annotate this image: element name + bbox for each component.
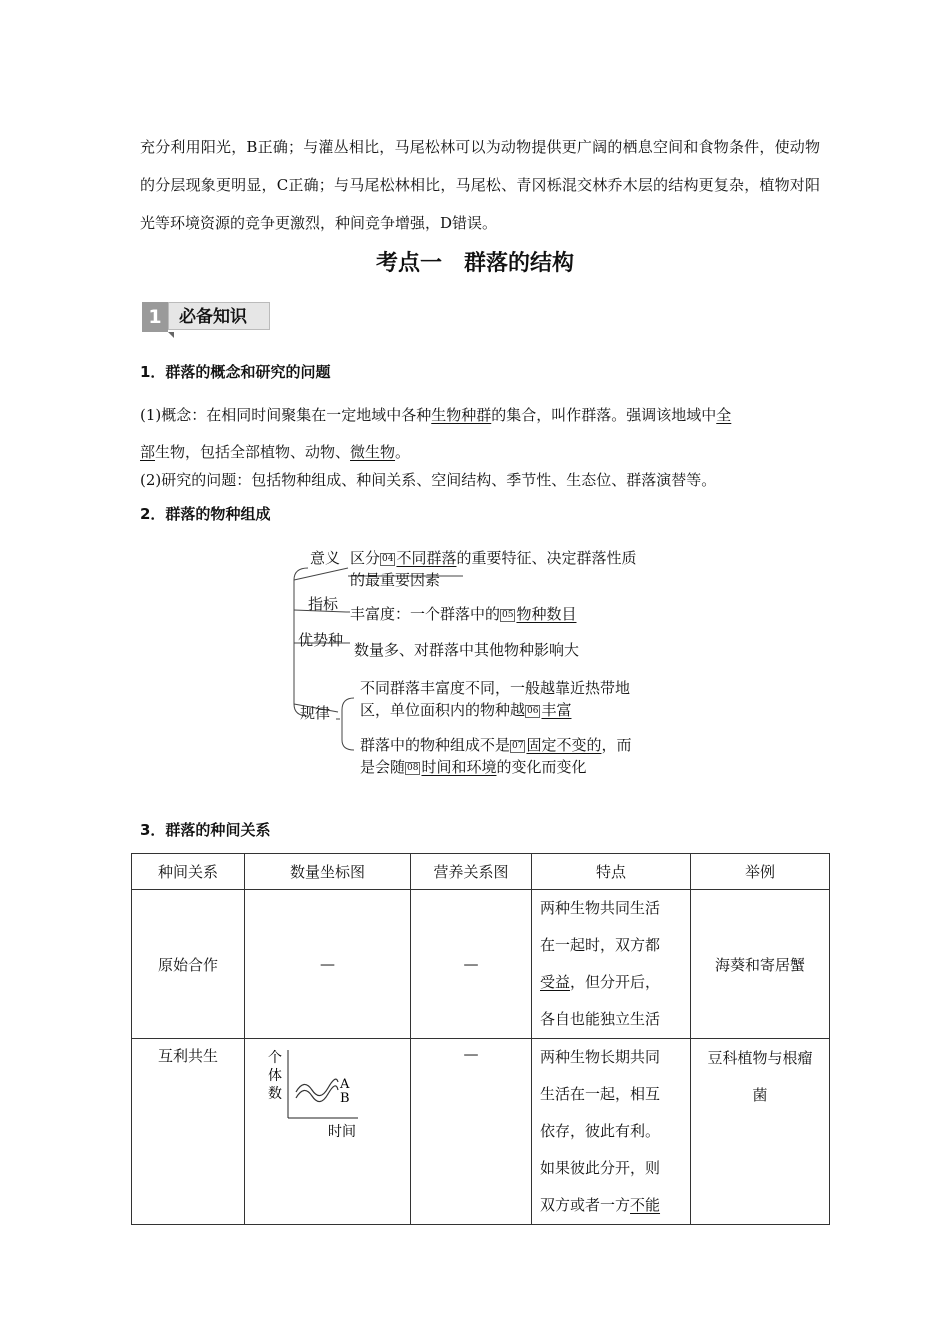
- relation-name: 互利共生: [132, 1039, 245, 1225]
- relation-name: 原始合作: [132, 890, 245, 1039]
- label-yiyi: 意义: [310, 549, 341, 567]
- table-row: [132, 890, 830, 1039]
- feature-cell: 两种生物长期共同 生活在一起，相互 依存，彼此有利。 如果彼此分开，则 双方或者一方不能: [532, 1039, 691, 1225]
- guilv-text-2: 区，单位面积内的物种越 06 丰富: [360, 701, 572, 719]
- graph-y-label-2: 体: [267, 1068, 282, 1084]
- nutrition-cell: —: [411, 890, 532, 1039]
- guilv-text-4: 是会随 08 时间和环境的变化而变化: [360, 758, 587, 776]
- interspecies-table: [131, 853, 830, 1225]
- table-header-row: [132, 854, 830, 890]
- header-cell: 营养关系图: [411, 854, 532, 890]
- badge-shadow: [168, 332, 174, 338]
- curve-a-label: A: [339, 1077, 349, 1092]
- header-cell: 种间关系: [132, 854, 245, 890]
- curve-b-label: B: [339, 1091, 350, 1106]
- label-zhibiao: 指标: [308, 595, 339, 613]
- graph-cell: [245, 1039, 411, 1225]
- header-cell: 特点: [532, 854, 691, 890]
- section-title: 考点一 群落的结构: [375, 251, 574, 276]
- label-guilv: 规律: [300, 704, 331, 722]
- badge-number: 1: [142, 302, 168, 332]
- guilv-text-3: 群落中的物种组成不是 07 固定不变的，而: [360, 736, 632, 754]
- curve-a: [296, 1079, 338, 1095]
- heading-3: 3．群落的种间关系: [140, 821, 271, 839]
- graph-y-label-3: 数: [267, 1086, 282, 1102]
- heading-2: 2．群落的物种组成: [140, 505, 271, 523]
- heading-1: 1．群落的概念和研究的问题: [140, 363, 331, 381]
- header-cell: 数量坐标图: [245, 854, 411, 890]
- guilv-text-1: 不同群落丰富度不同，一般越靠近热带地: [360, 679, 631, 697]
- yiyi-text-2: 的最重要因素: [350, 571, 441, 589]
- research-paragraph: (2)研究的问题：包括物种组成、种间关系、空间结构、季节性、生态位、群落演替等。: [140, 471, 717, 489]
- section-badge: [142, 302, 274, 332]
- example-cell: 豆科植物与根瘤 菌: [691, 1039, 830, 1225]
- label-youshi: 优势种: [298, 631, 344, 649]
- species-composition-diagram: [288, 540, 678, 780]
- table-row: [132, 1039, 830, 1225]
- feature-cell: 两种生物共同生活 在一起时，双方都 受益，但分开后， 各自也能独立生活: [532, 890, 691, 1039]
- youshi-text: 数量多、对群落中其他物种影响大: [354, 641, 580, 659]
- yiyi-text-1: 区分 04 不同群落的重要特征、决定群落性质: [350, 549, 637, 567]
- mutualism-population-graph: [258, 1042, 378, 1142]
- nutrition-cell: —: [411, 1039, 532, 1225]
- graph-cell: —: [245, 890, 411, 1039]
- zhibiao-text: 丰富度：一个群落中的 05 物种数目: [350, 605, 577, 623]
- intro-paragraph: 充分利用阳光，B正确；与灌丛相比，马尾松林可以为动物提供更广阔的栖息空间和食物条件，使动物的分层现象更明显，C正确；与马尾松林相比，马尾松、青冈栎混交林乔木层的结构更复杂，植物对阳光等环境资源的竞争更激烈，种间竞争增强，D错误。: [140, 138, 820, 232]
- graph-y-label-1: 个: [267, 1050, 282, 1066]
- curve-b: [296, 1086, 338, 1102]
- header-cell: 举例: [691, 854, 830, 890]
- concept-paragraph: (1)概念：在相同时间聚集在一定地域中各种生物种群的集合，叫作群落。强调该地域中全 部生物，包括全部植物、动物、微生物。: [140, 406, 732, 461]
- example-cell: 海葵和寄居蟹: [691, 890, 830, 1039]
- graph-x-label: 时间: [327, 1124, 356, 1140]
- badge-label: 必备知识: [168, 302, 270, 330]
